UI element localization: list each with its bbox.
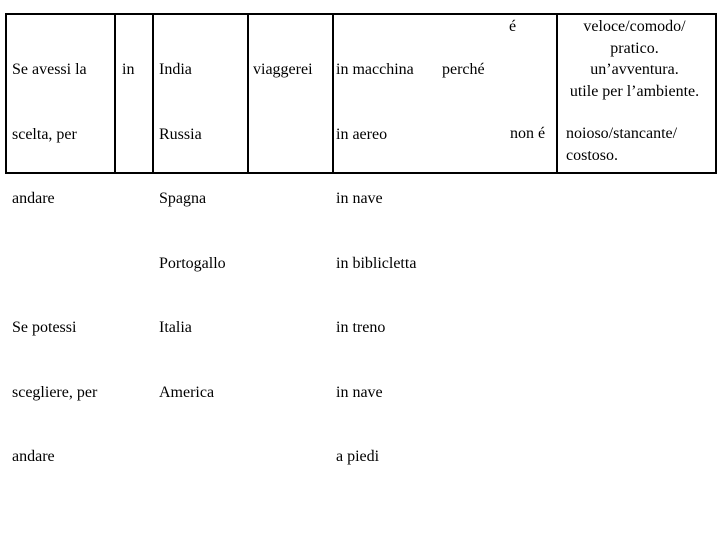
column-divider (152, 15, 154, 172)
positive-item: pratico. (610, 39, 659, 57)
transport-item: in macchina (336, 61, 414, 78)
col7-affirmative: é (509, 18, 517, 35)
negative-item: costoso. (566, 146, 618, 164)
country-item: Spagna (159, 190, 207, 207)
country-item: Russia (159, 125, 202, 143)
transport-item: in nave (336, 190, 383, 207)
col8-positive (558, 16, 711, 102)
positive-item: un’avventura. (590, 61, 679, 78)
col7-negative: non é (510, 125, 546, 142)
transport-item: in treno (336, 319, 386, 336)
col1-line: scegliere, per (12, 383, 98, 401)
col1-line: andare (12, 190, 55, 207)
transport-item: in biblicletta (336, 254, 417, 272)
col6-conjunction: perché (442, 61, 485, 78)
col3-countries (159, 16, 226, 446)
col4-verb: viaggerei (253, 61, 313, 78)
col1-line: Se potessi (12, 319, 77, 336)
country-item: Portogallo (159, 254, 226, 272)
col5-transports (336, 16, 416, 511)
column-divider (332, 15, 334, 172)
transport-item: a piedi (336, 448, 380, 465)
transport-item: in nave (336, 383, 383, 401)
positive-item: utile per l’ambiente. (569, 82, 700, 100)
col1-line: Se avessi la (12, 61, 87, 78)
country-item: Italia (159, 319, 192, 336)
positive-item: veloce/comodo/ (583, 18, 686, 35)
country-item: America (159, 383, 215, 401)
column-divider (247, 15, 249, 172)
col2-preposition: in (122, 61, 135, 78)
col8-negative (558, 123, 719, 166)
column-divider (114, 15, 116, 172)
country-item: India (159, 61, 192, 78)
sentence-builder-table (5, 13, 717, 465)
col1-line: andare (12, 448, 55, 465)
negative-item: noioso/stancante/ (566, 125, 678, 142)
col1-line: scelta, per (12, 125, 77, 143)
transport-item: in aereo (336, 125, 388, 143)
col1-phrases (12, 16, 97, 511)
